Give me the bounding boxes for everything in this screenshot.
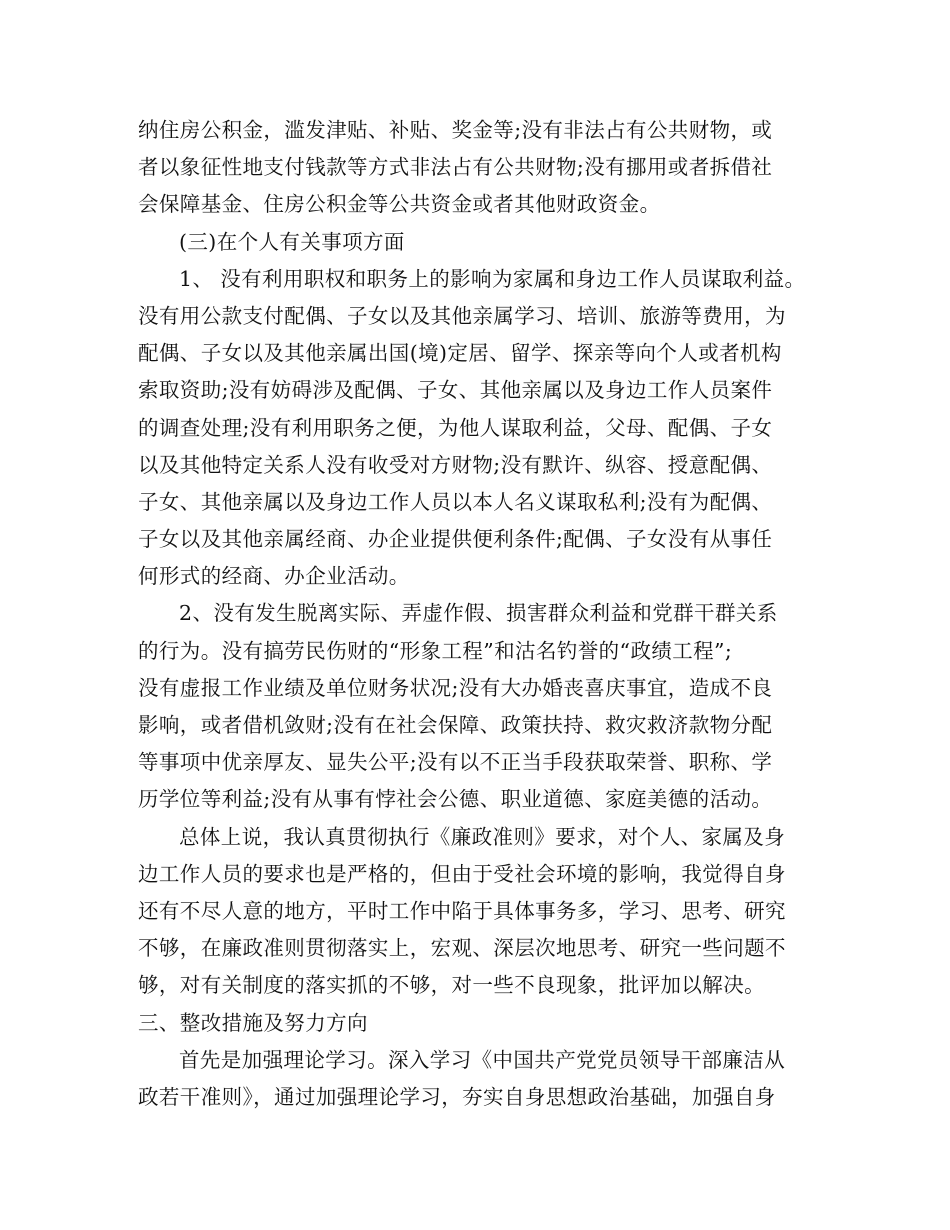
text-line: 历学位等利益;没有从事有悖社会公德、职业道德、家庭美德的活动。 [138,787,773,812]
document-body [138,112,818,1116]
text-line: 的行为。没有搞劳民伤财的“形象工程”和沽名钓誉的“政绩工程”; [138,638,733,663]
text-line: 1、 没有利用职权和职务上的影响为家属和身边工作人员谋取利益。 [179,266,806,291]
text-line: 子女以及其他亲属经商、办企业提供便利条件;配偶、子女没有从事任 [138,527,773,552]
text-line: 总体上说，我认真贯彻执行《廉政准则》要求，对个人、家属及身 [179,824,786,849]
text-line: (三)在个人有关事项方面 [179,229,405,254]
text-line: 索取资助;没有妨碍涉及配偶、子女、其他亲属以及身边工作人员案件 [138,378,773,403]
text-line: 不够，在廉政准则贯彻落实上，宏观、深层次地思考、研究一些问题不 [138,936,786,961]
text-line: 没有虚报工作业绩及单位财务状况;没有大办婚丧喜庆事宜，造成不良 [138,675,773,700]
text-line: 配偶、子女以及其他亲属出国(境)定居、留学、探亲等向个人或者机构 [138,341,782,366]
text-line: 影响，或者借机敛财;没有在社会保障、政策扶持、救灾救济款物分配 [138,713,773,737]
text-line: 以及其他特定关系人没有收受对方财物;没有默许、纵容、授意配偶、 [138,452,773,477]
text-line: 会保障基金、住房公积金等公共资金或者其他财政资金。 [138,192,661,217]
text-line: 何形式的经商、办企业活动。 [138,564,410,589]
text-line: 首先是加强理论学习。深入学习《中国共产党党员领导干部廉洁从 [179,1047,786,1072]
text-line: 够，对有关制度的落实抓的不够，对一些不良现象，批评加以解决。 [138,973,765,998]
text-line: 子女、其他亲属以及身边工作人员以本人名义谋取私利;没有为配偶、 [138,489,773,514]
text-line: 2、没有发生脱离实际、弄虚作假、损害群众利益和党群干群关系 [179,601,778,626]
text-line: 纳住房公积金，滥发津贴、补贴、奖金等;没有非法占有公共财物，或 [138,118,773,142]
text-line: 没有用公款支付配偶、子女以及其他亲属学习、培训、旅游等费用，为 [138,303,786,328]
text-line: 政若干准则》，通过加强理论学习，夯实自身思想政治基础，加强自身 [138,1084,776,1109]
text-line: 者以象征性地支付钱款等方式非法占有公共财物;没有挪用或者拆借社 [138,155,773,180]
text-line: 等事项中优亲厚友、显失公平;没有以不正当手段获取荣誉、职称、学 [138,750,773,775]
text-line: 还有不尽人意的地方，平时工作中陷于具体事务多，学习、思考、研究 [138,898,786,923]
text-line: 三、整改措施及努力方向 [138,1010,368,1035]
text-line: 的调查处理;没有利用职务之便，为他人谋取利益，父母、配偶、子女 [138,415,773,440]
text-line: 边工作人员的要求也是严格的，但由于受社会环境的影响，我觉得自身 [138,861,786,886]
